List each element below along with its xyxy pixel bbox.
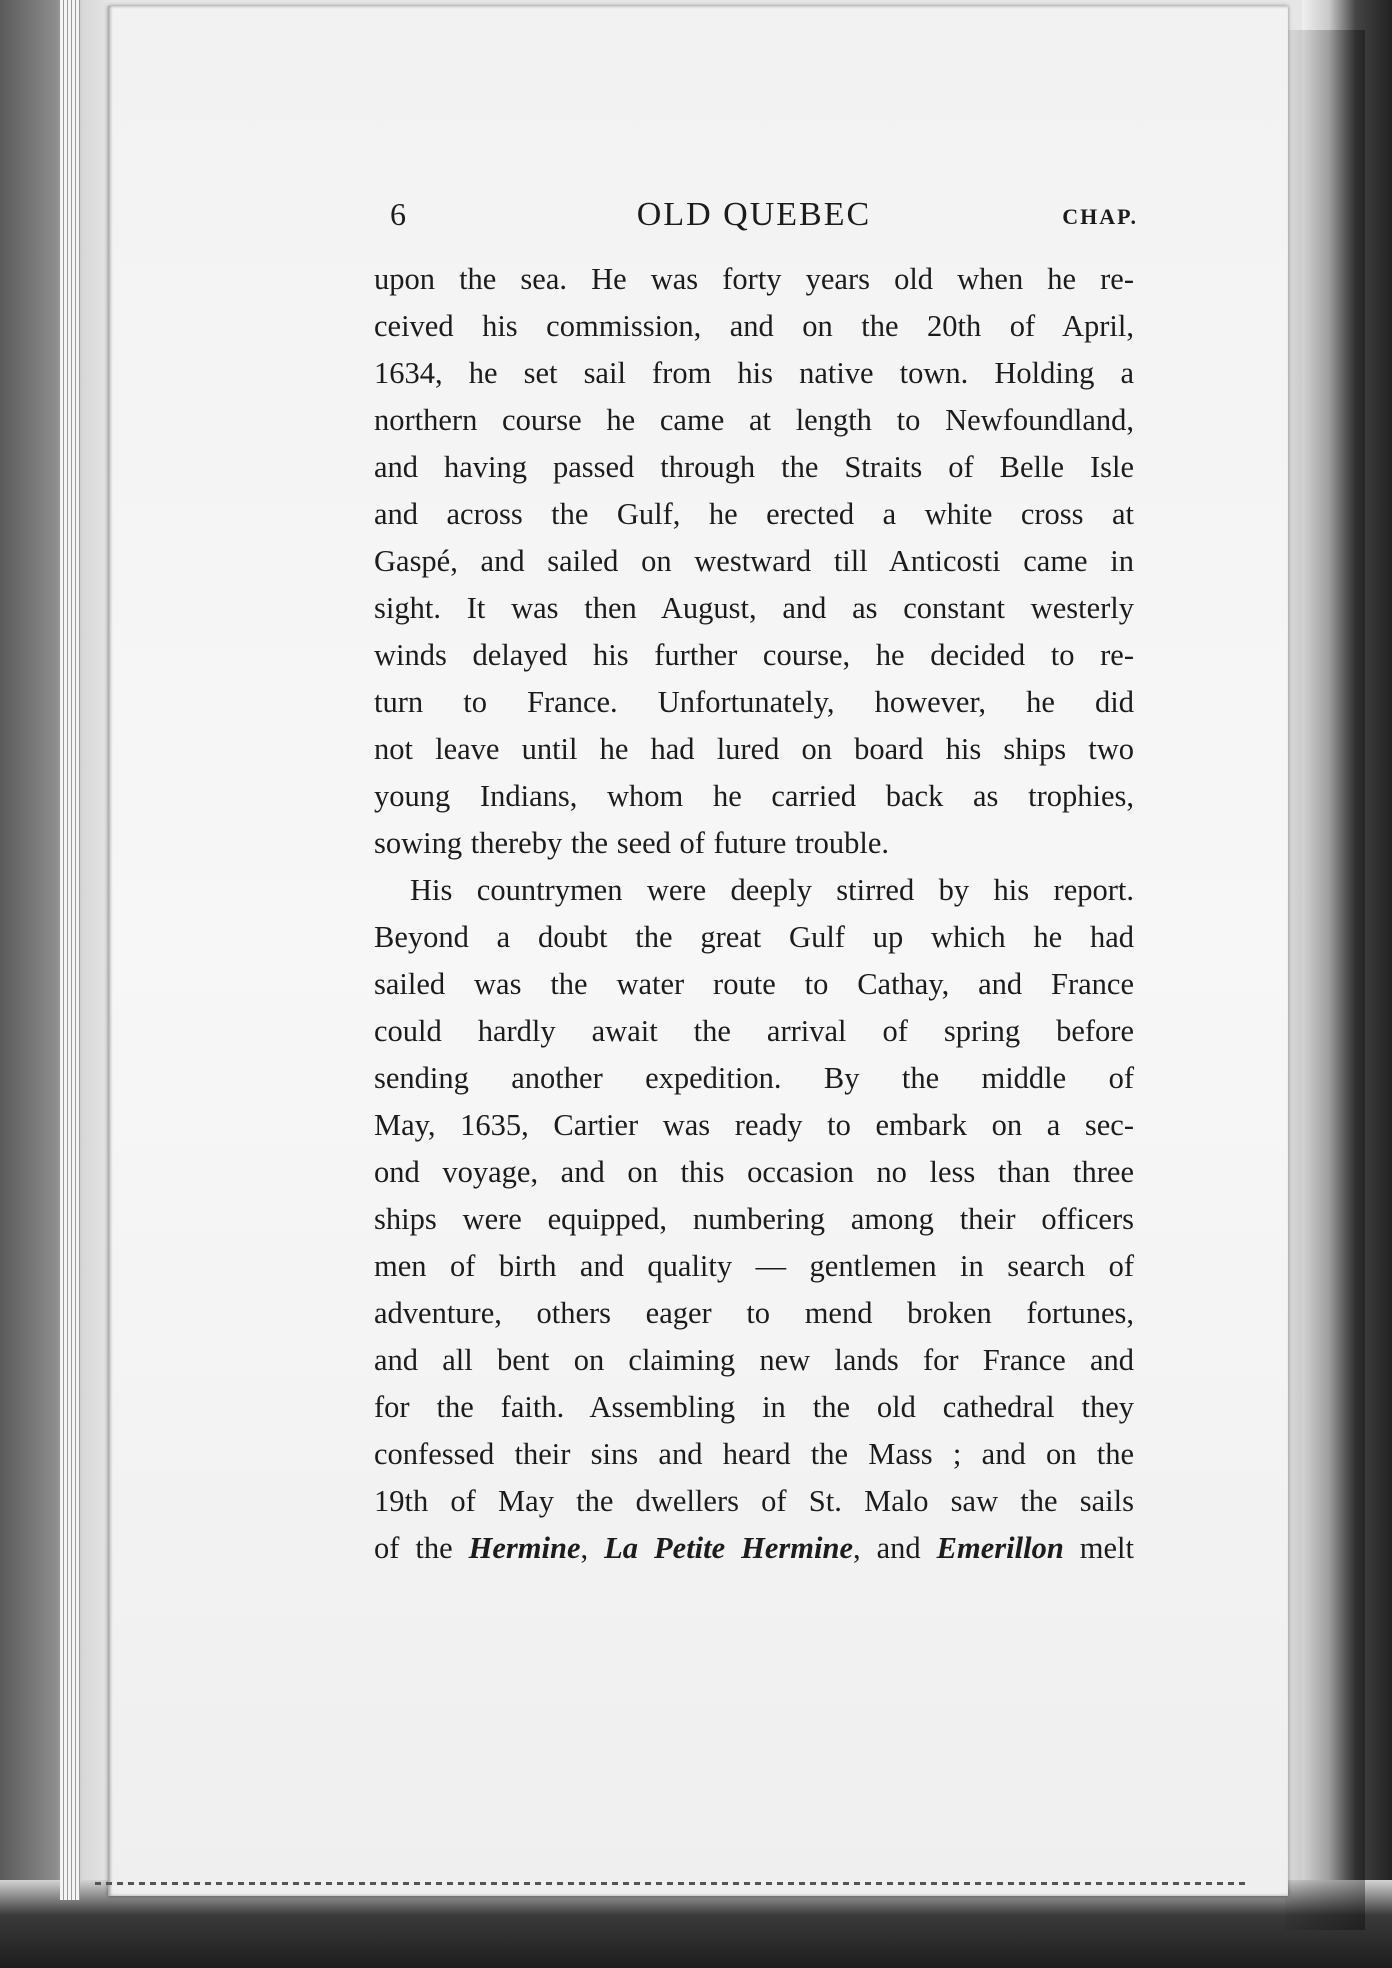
- text-line: winds delayed his further course, he decided to re-: [374, 638, 1134, 672]
- text-line: His countrymen were deeply stirred by his report.: [410, 873, 1134, 907]
- text-line: 19th of May the dwellers of St. Malo saw the sails: [374, 1484, 1134, 1518]
- text-line: adventure, others eager to mend broken fortunes,: [374, 1296, 1134, 1330]
- text-line: sailed was the water route to Cathay, and France: [374, 967, 1134, 1001]
- paragraph-2: [374, 867, 1134, 1572]
- text-line: upon the sea. He was forty years old when he re-: [374, 262, 1134, 296]
- page-bottom-edge-rule: [95, 1882, 1245, 1885]
- text-line: for the faith. Assembling in the old cathedral they: [374, 1390, 1134, 1424]
- text-line: sight. It was then August, and as constant westerly: [374, 591, 1134, 625]
- text-line: not leave until he had lured on board his ships two: [374, 732, 1134, 766]
- text-fragment: of the: [374, 1531, 469, 1565]
- text-line: young Indians, whom he carried back as trophies,: [374, 779, 1134, 813]
- running-title: OLD QUEBEC: [636, 196, 872, 233]
- text-line: could hardly await the arrival of spring before: [374, 1014, 1134, 1048]
- ship-name-la-petite-hermine: La Petite Hermine: [604, 1531, 853, 1565]
- text-line: ond voyage, and on this occasion no less than three: [374, 1155, 1134, 1189]
- text-line: ceived his commission, and on the 20th of April,: [374, 309, 1134, 343]
- ship-name-emerillon: Emerillon: [936, 1531, 1064, 1565]
- text-line: sowing thereby the seed of future trouble.: [374, 826, 890, 860]
- text-line: sending another expedition. By the middle of: [374, 1061, 1134, 1095]
- text-line: confessed their sins and heard the Mass ; and on the: [374, 1437, 1134, 1471]
- text-fragment: melt: [1063, 1531, 1134, 1565]
- text-line: Beyond a doubt the great Gulf up which he had: [374, 920, 1134, 954]
- text-line: northern course he came at length to Newfoundland,: [374, 403, 1134, 437]
- running-head: [374, 196, 1138, 242]
- page-stack-edges: [60, 0, 80, 1900]
- text-line: and across the Gulf, he erected a white cross at: [374, 497, 1134, 531]
- text-line: Gaspé, and sailed on westward till Anticosti came in: [374, 544, 1134, 578]
- text-line: men of birth and quality — gentlemen in search of: [374, 1249, 1134, 1283]
- text-line: 1634, he set sail from his native town. Holding a: [374, 356, 1134, 390]
- text-line: and having passed through the Straits of Belle Isle: [374, 450, 1134, 484]
- text-fragment: , and: [853, 1531, 937, 1565]
- paragraph-1: [374, 256, 1134, 867]
- page-gutter-shadow: [1285, 30, 1365, 1930]
- text-line: and all bent on claiming new lands for France and: [374, 1343, 1134, 1377]
- text-line-ship-names: [374, 1525, 1134, 1572]
- text-line: May, 1635, Cartier was ready to embark on a sec-: [374, 1108, 1134, 1142]
- body-text: [374, 256, 1134, 1572]
- ship-name-hermine: Hermine: [468, 1531, 581, 1565]
- text-line: turn to France. Unfortunately, however, he did: [374, 685, 1134, 719]
- page-content: [374, 196, 1138, 1572]
- text-fragment: ,: [580, 1531, 605, 1565]
- text-line: ships were equipped, numbering among their officers: [374, 1202, 1134, 1236]
- chapter-label: CHAP.: [1062, 204, 1138, 229]
- page-number: 6: [390, 196, 406, 232]
